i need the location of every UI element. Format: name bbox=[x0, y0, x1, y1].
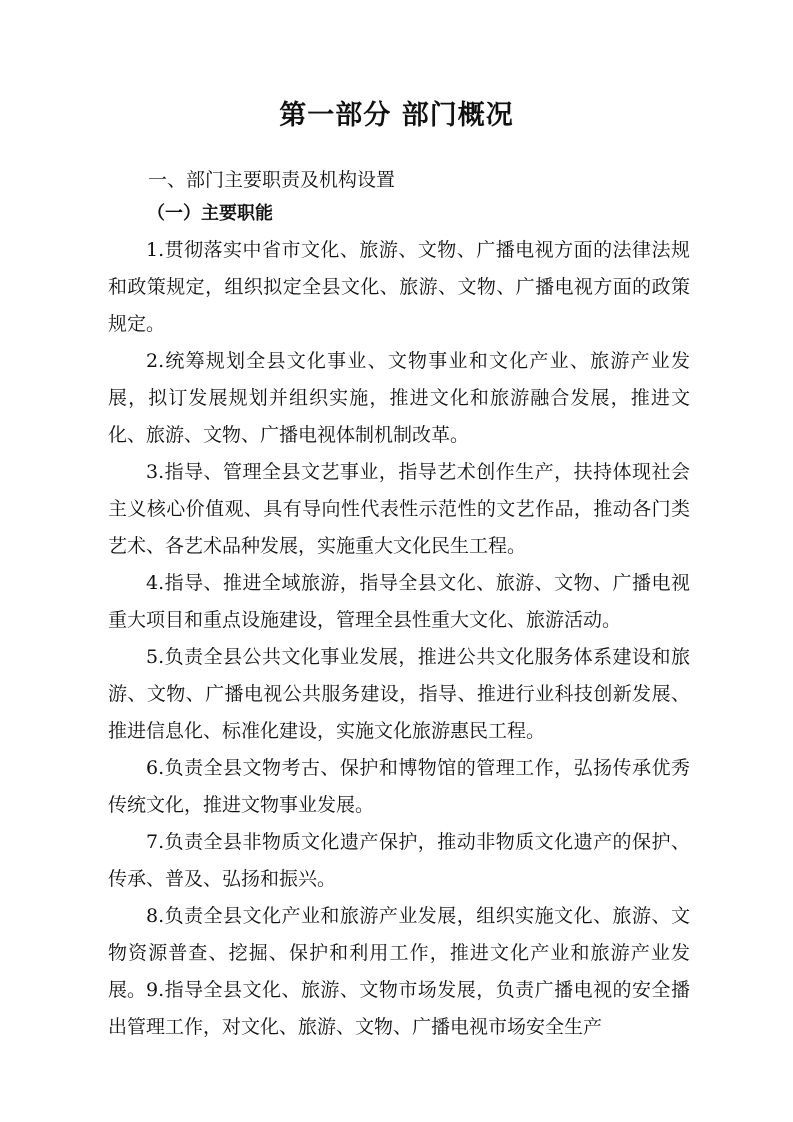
duty-paragraph-6: 6.负责全县文物考古、保护和博物馆的管理工作，弘扬传承优秀传统文化，推进文物事业发展。 bbox=[108, 757, 690, 816]
duty-paragraph-4: 4.指导、推进全域旅游，指导全县文化、旅游、文物、广播电视重大项目和重点设施建设，管理全县性重大文化、旅游活动。 bbox=[108, 572, 690, 631]
duty-paragraph-1: 1.贯彻落实中省市文化、旅游、文物、广播电视方面的法律法规和政策规定，组织拟定全县文化、旅游、文物、广播电视方面的政策规定。 bbox=[108, 239, 690, 335]
page-title: 第一部分 部门概况 bbox=[279, 100, 514, 131]
duty-paragraph-3: 3.指导、管理全县文艺事业，指导艺术创作生产，扶持体现社会主义核心价值观、具有导向性代表性示范性的文艺作品，推动各门类艺术、各艺术品种发展，实施重大文化民生工程。 bbox=[108, 461, 690, 557]
section-heading: 一、部门主要职责及机构设置 bbox=[148, 169, 396, 191]
duty-paragraph-2: 2.统筹规划全县文化事业、文物事业和文化产业、旅游产业发展，拟订发展规划并组织实施，推进文化和旅游融合发展，推进文化、旅游、文物、广播电视体制机制改革。 bbox=[108, 350, 690, 446]
subsection-heading: （一）主要职能 bbox=[147, 203, 273, 224]
duty-paragraph-9: 9.指导全县文化、旅游、文物市场发展，负责广播电视的安全播出管理工作，对文化、旅游、文物、广播电视市场安全生产 bbox=[108, 979, 690, 1038]
duty-paragraph-5: 5.负责全县公共文化事业发展，推进公共文化服务体系建设和旅游、文物、广播电视公共服务建设，指导、推进行业科技创新发展、推进信息化、标准化建设，实施文化旅游惠民工程。 bbox=[108, 646, 690, 742]
duty-paragraph-8: 8.负责全县文化产业和旅游产业发展，组织实施文化、旅游、文物资源普查、挖掘、保护和利用工作，推进文化产业和旅游产业发展。 bbox=[108, 905, 690, 1001]
duty-paragraph-7: 7.负责全县非物质文化遗产保护，推动非物质文化遗产的保护、传承、普及、弘扬和振兴。 bbox=[108, 831, 690, 890]
